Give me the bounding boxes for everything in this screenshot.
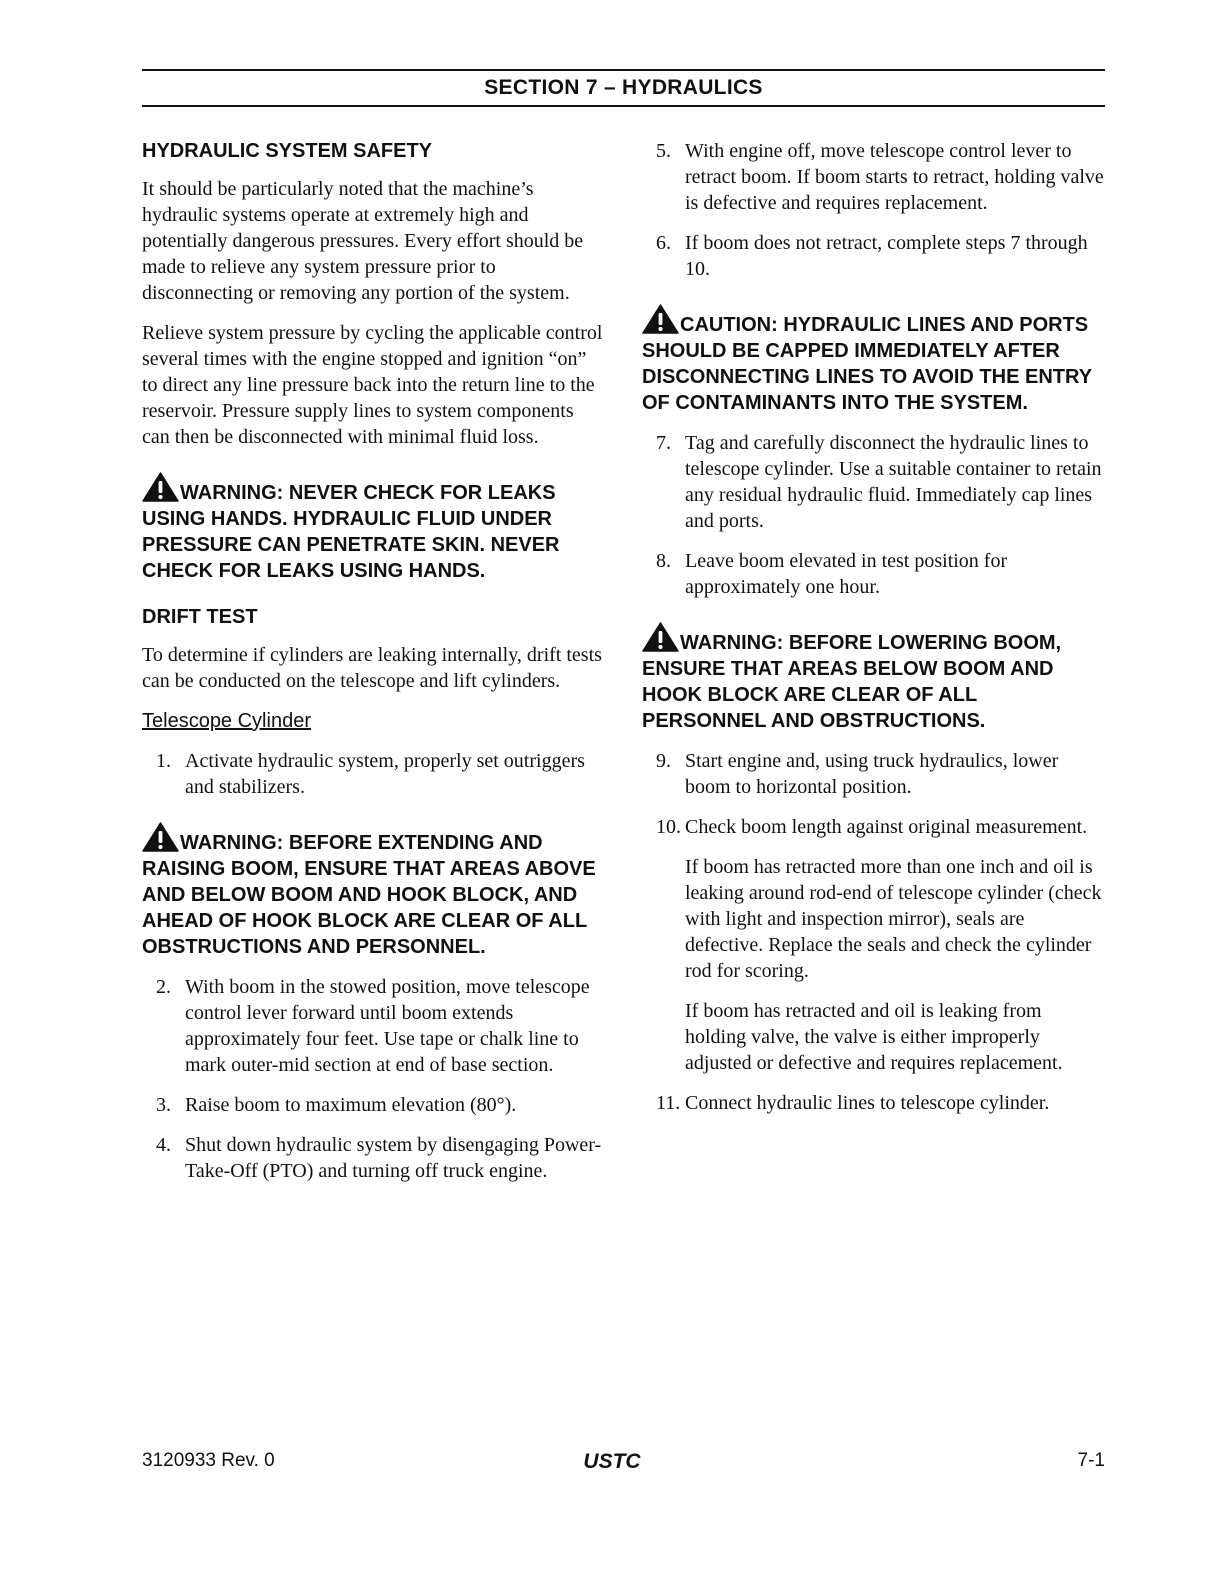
warning-triangle-icon: [142, 472, 179, 502]
warning-triangle-icon: [642, 622, 679, 652]
step-1: [142, 748, 604, 800]
heading-drift-test: DRIFT TEST: [142, 606, 258, 628]
step-4: [142, 1132, 604, 1184]
warning-triangle-icon: [642, 304, 679, 334]
step-text: Connect hydraulic lines to telescope cylinder.: [685, 1092, 1050, 1114]
step-6: [642, 230, 1105, 282]
step-10-detail-seals: If boom has retracted more than one inch and oil is leaking around rod-end of telescope cylinder (check with light and inspection mirror), seals are defective. Replace the seals and check the cylinder rod for scoring.: [685, 856, 1102, 982]
step-text: Leave boom elevated in test position for approximately one hour.: [685, 550, 1008, 598]
heading-hydraulic-system-safety: HYDRAULIC SYSTEM SAFETY: [142, 140, 433, 162]
step-3: [142, 1092, 604, 1118]
step-number: 5.: [656, 140, 671, 162]
warning-notice-lowering: [642, 622, 1105, 734]
step-number: 9.: [656, 750, 671, 772]
step-number: 6.: [656, 232, 671, 254]
footer-center-label: USTC: [583, 1450, 641, 1473]
caution-text-capping: CAUTION: HYDRAULIC LINES AND PORTS SHOULD BE CAPPED IMMEDIATELY AFTER DISCONNECTING LINES TO AVOID THE ENTRY OF CONTAMINANTS INTO THE SYSTEM.: [642, 314, 1092, 414]
safety-paragraph-1: It should be particularly noted that the machine’s hydraulic systems operate at extremely high and potentially dangerous pressures. Every effort should be made to relieve any system pressure prior to disconnecting or removing any portion of the system.: [142, 178, 584, 304]
warning-notice-leaks: [142, 472, 604, 584]
left-column: [142, 138, 604, 1198]
step-number: 11.: [656, 1092, 681, 1114]
step-text: Shut down hydraulic system by disengaging Power-Take-Off (PTO) and turning off truck engine.: [185, 1134, 602, 1182]
step-2: [142, 974, 604, 1078]
header-rule-bottom: [142, 105, 1105, 107]
step-text: Tag and carefully disconnect the hydraulic lines to telescope cylinder. Use a suitable container to retain any residual hydraulic fluid. Immediately cap lines and ports.: [685, 432, 1102, 532]
step-number: 7.: [656, 432, 671, 454]
step-9: [642, 748, 1105, 800]
step-text: Start engine and, using truck hydraulics, lower boom to horizontal position.: [685, 750, 1059, 798]
step-text: With boom in the stowed position, move telescope control lever forward until boom extends approximately four feet. Use tape or chalk line to mark outer-mid section at end of base section.: [185, 976, 590, 1076]
step-10: [642, 814, 1105, 840]
warning-text-extending: WARNING: BEFORE EXTENDING AND RAISING BOOM, ENSURE THAT AREAS ABOVE AND BELOW BOOM AND HOOK BLOCK, AND AHEAD OF HOOK BLOCK ARE CLEAR OF ALL OBSTRUCTIONS AND PERSONNEL.: [142, 832, 596, 958]
step-text: Raise boom to maximum elevation (80°).: [185, 1094, 517, 1116]
step-number: 3.: [156, 1094, 171, 1116]
caution-notice-capping: [642, 304, 1105, 416]
section-title: SECTION 7 – HYDRAULICS: [484, 76, 763, 99]
subhead-telescope-cylinder: Telescope Cylinder: [142, 710, 311, 732]
step-number: 2.: [156, 976, 171, 998]
step-11: [642, 1090, 1105, 1116]
warning-text-lowering: WARNING: BEFORE LOWERING BOOM, ENSURE THAT AREAS BELOW BOOM AND HOOK BLOCK ARE CLEAR OF ALL PERSONNEL AND OBSTRUCTIONS.: [642, 632, 1062, 732]
drift-test-paragraph: To determine if cylinders are leaking internally, drift tests can be conducted on the telescope and lift cylinders.: [142, 644, 602, 692]
warning-triangle-icon: [142, 822, 179, 852]
step-text: If boom does not retract, complete steps 7 through 10.: [685, 232, 1088, 280]
step-text: Check boom length against original measurement.: [685, 816, 1088, 838]
footer-doc-number: 3120933 Rev. 0: [142, 1450, 275, 1471]
step-7: [642, 430, 1105, 534]
warning-notice-extending: [142, 822, 604, 960]
step-text: With engine off, move telescope control lever to retract boom. If boom starts to retract, holding valve is defective and requires replacement.: [685, 140, 1104, 214]
step-5: [642, 138, 1105, 216]
step-number: 1.: [156, 750, 171, 772]
step-8: [642, 548, 1105, 600]
warning-text-leaks: WARNING: NEVER CHECK FOR LEAKS USING HANDS. HYDRAULIC FLUID UNDER PRESSURE CAN PENETRATE SKIN. NEVER CHECK FOR LEAKS USING HANDS.: [142, 482, 560, 582]
footer-page-number: 7-1: [1077, 1450, 1105, 1471]
step-text: Activate hydraulic system, properly set outriggers and stabilizers.: [185, 750, 585, 798]
step-number: 4.: [156, 1134, 171, 1156]
right-column: [642, 138, 1105, 1130]
step-10-detail-valve: If boom has retracted and oil is leaking from holding valve, the valve is either improperly adjusted or defective and requires replacement.: [685, 1000, 1063, 1074]
safety-paragraph-2: Relieve system pressure by cycling the applicable control several times with the engine stopped and ignition “on” to direct any line pressure back into the return line to the reservoir. Pressure supply lines to system components can then be disconnected with minimal fluid loss.: [142, 322, 603, 448]
header-rule-top: [142, 69, 1105, 71]
step-number: 8.: [656, 550, 671, 572]
step-number: 10.: [656, 816, 681, 838]
